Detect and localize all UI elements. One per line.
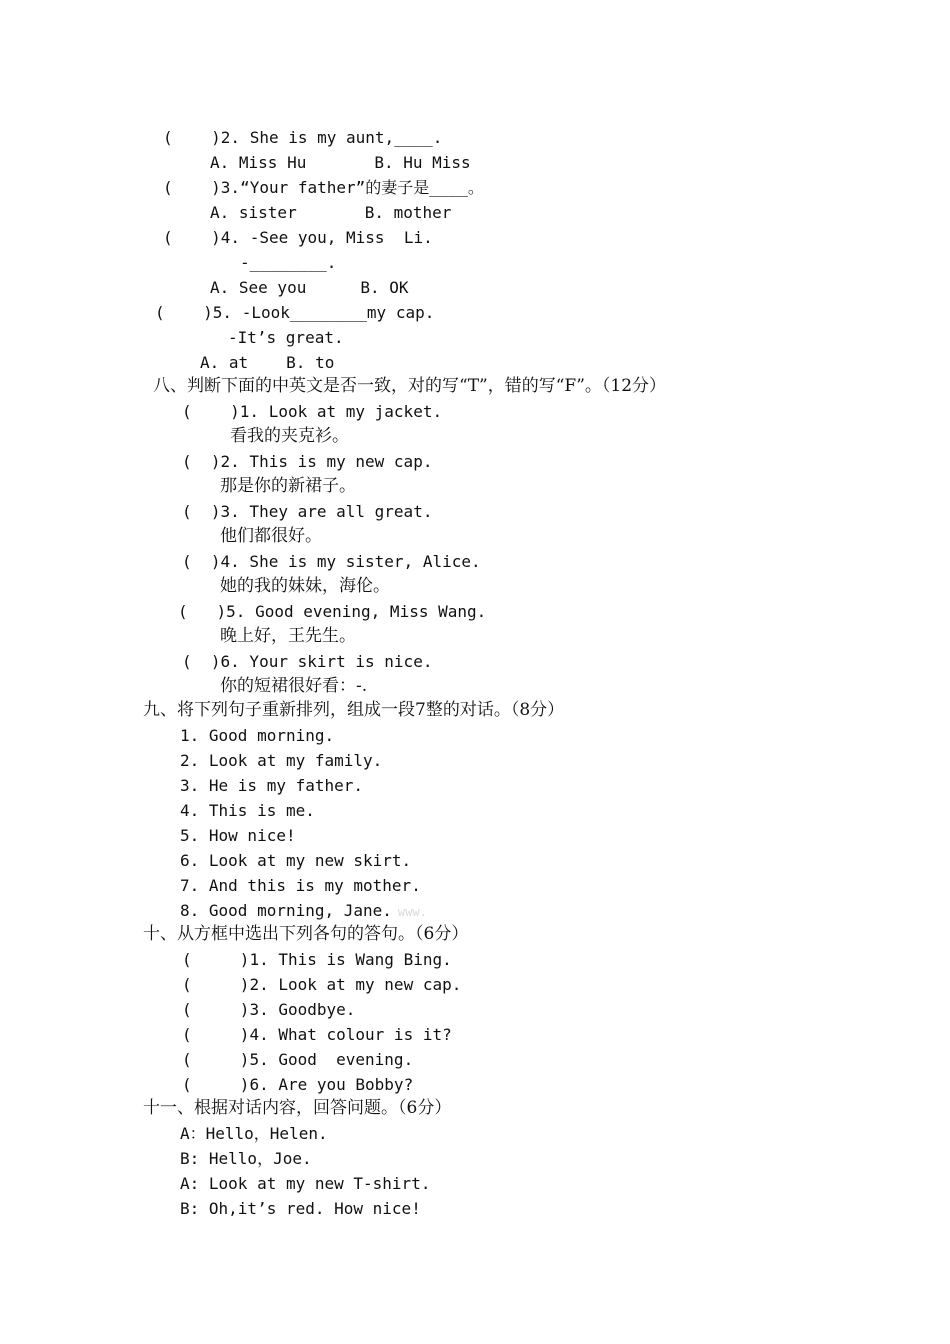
answer-paren[interactable]: ( ): [182, 950, 250, 969]
judge-item-2: ( )2. This is my new cap.: [182, 452, 433, 471]
match-item-2: ( )2. Look at my new cap.: [182, 975, 462, 994]
q7-3-options: [210, 201, 451, 225]
option-b[interactable]: B. OK: [360, 278, 409, 297]
judge-item-5: ( )5. Good evening, Miss Wang.: [178, 602, 487, 621]
dialogue-line-3: A: Look at my new T-shirt.: [180, 1174, 431, 1193]
blank: ________: [249, 253, 327, 272]
judge-item-4-zh: 她的我的妹妹，海伦。: [220, 576, 390, 596]
blank: ________: [289, 303, 367, 322]
answer-paren[interactable]: ( ): [182, 652, 221, 671]
dialogue-line-2: B: Hello，Joe.: [180, 1149, 312, 1168]
judge-item-5-zh: 晚上好，王先生。: [220, 626, 356, 646]
judge-item-6-zh: 你的短裙很好看：-.: [220, 676, 368, 696]
match-item-6: ( )6. Are you Bobby?: [182, 1075, 414, 1094]
blank: ____: [429, 178, 468, 197]
judge-item-1: ( )1. Look at my jacket.: [182, 402, 443, 421]
q7-4-options: [210, 276, 409, 300]
order-item-2: 2. Look at my family.: [180, 751, 383, 770]
order-item-1: 1. Good morning.: [180, 726, 335, 745]
answer-paren[interactable]: ( ): [163, 178, 221, 197]
q7-4-stem: ( )4. -See you, Miss Li.: [163, 228, 433, 247]
answer-paren[interactable]: ( ): [163, 128, 221, 147]
answer-paren[interactable]: ( ): [182, 552, 221, 571]
order-item-8: 8. Good morning, Jane. www.: [180, 901, 427, 920]
option-b[interactable]: B. to: [286, 353, 335, 372]
blank: ____: [394, 128, 433, 147]
answer-paren[interactable]: ( ): [182, 1025, 250, 1044]
answer-paren[interactable]: ( ): [182, 502, 221, 521]
answer-paren[interactable]: ( ): [163, 228, 221, 247]
order-item-7: 7. And this is my mother.: [180, 876, 421, 895]
judge-item-4: ( )4. She is my sister, Alice.: [182, 552, 481, 571]
answer-paren[interactable]: ( ): [182, 1050, 250, 1069]
order-item-5: 5. How nice!: [180, 826, 296, 845]
option-a[interactable]: A. at: [200, 353, 249, 372]
q7-3-stem: ( )3.“Your father”的妻子是____。: [163, 178, 484, 197]
judge-item-6: ( )6. Your skirt is nice.: [182, 652, 433, 671]
option-a[interactable]: A. See you: [210, 278, 307, 297]
option-a[interactable]: A. Miss Hu: [210, 153, 307, 172]
q7-4-reply: -________.: [240, 253, 337, 272]
judge-item-3-zh: 他们都很好。: [220, 526, 322, 546]
watermark: www.: [397, 905, 427, 919]
answer-paren[interactable]: ( ): [155, 303, 213, 322]
section-11-heading: 十一、根据对话内容，回答问题。（6分）: [143, 1098, 452, 1118]
answer-paren[interactable]: ( ): [182, 402, 240, 421]
match-item-3: ( )3. Goodbye.: [182, 1000, 356, 1019]
option-a[interactable]: A. sister: [210, 203, 297, 222]
q7-5-stem: ( )5. -Look________my cap.: [155, 303, 435, 322]
q7-2-stem: ( )2. She is my aunt,____.: [163, 128, 443, 147]
option-b[interactable]: B. Hu Miss: [374, 153, 471, 172]
q7-5-reply: -It’s great.: [228, 328, 344, 347]
match-item-1: ( )1. This is Wang Bing.: [182, 950, 452, 969]
judge-item-3: ( )3. They are all great.: [182, 502, 433, 521]
q7-5-options: [200, 351, 334, 375]
section-8-heading: 八、判断下面的中英文是否一致，对的写“T”，错的写“F”。（12分）: [153, 376, 667, 396]
option-b[interactable]: B. mother: [364, 203, 452, 222]
answer-paren[interactable]: ( ): [182, 1000, 250, 1019]
judge-item-2-zh: 那是你的新裙子。: [220, 476, 356, 496]
match-item-5: ( )5. Good evening.: [182, 1050, 414, 1069]
section-10-heading: 十、从方框中选出下列各句的答句。（6分）: [143, 924, 469, 944]
judge-item-1-zh: 看我的夹克衫。: [230, 426, 349, 446]
dialogue-line-4: B: Oh,it’s red. How nice!: [180, 1199, 421, 1218]
answer-paren[interactable]: ( ): [182, 975, 250, 994]
dialogue-line-1: A：Hello，Helen.: [180, 1124, 328, 1143]
order-item-3: 3. He is my father.: [180, 776, 364, 795]
answer-paren[interactable]: ( ): [178, 602, 227, 621]
order-item-4: 4. This is me.: [180, 801, 315, 820]
match-item-4: ( )4. What colour is it?: [182, 1025, 452, 1044]
answer-paren[interactable]: ( ): [182, 452, 221, 471]
order-item-6: 6. Look at my new skirt.: [180, 851, 412, 870]
answer-paren[interactable]: ( ): [182, 1075, 250, 1094]
section-9-heading: 九、将下列句子重新排列，组成一段7整的对话。（8分）: [143, 700, 565, 720]
q7-2-options: [210, 151, 471, 175]
